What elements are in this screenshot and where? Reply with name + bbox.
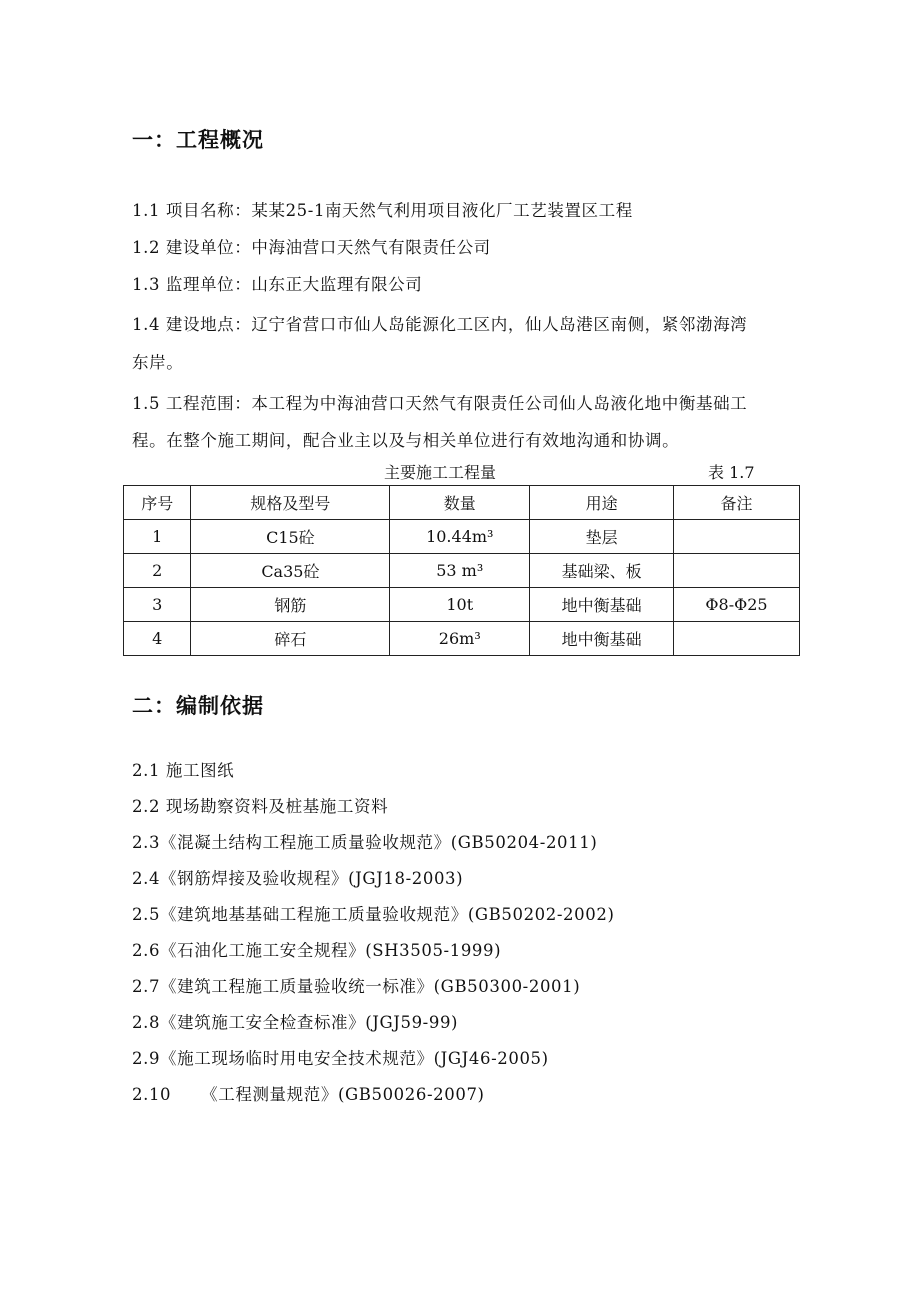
basis-item-last	[132, 1081, 485, 1105]
basis-item-last-number: 2.10	[132, 1085, 172, 1104]
cell-quantity: 26m³	[390, 622, 530, 656]
basis-item: 2.4《钢筋焊接及验收规程》(JGJ18-2003)	[132, 869, 464, 888]
cell-index: 4	[124, 622, 191, 656]
cell-purpose: 地中衡基础	[530, 588, 674, 622]
location-line: 1.4 建设地点：辽宁省营口市仙人岛能源化工区内，仙人岛港区南侧，紧邻渤海湾	[132, 315, 748, 334]
header-quantity: 数量	[390, 486, 530, 520]
cell-index: 2	[124, 554, 191, 588]
basis-item: 2.1 施工图纸	[132, 761, 235, 780]
location-line-continued: 东岸。	[132, 353, 184, 372]
scope-line-continued: 程。在整个施工期间，配合业主以及与相关单位进行有效地沟通和协调。	[132, 431, 680, 450]
cell-remark: Φ8-Φ25	[674, 588, 800, 622]
table-row	[124, 554, 800, 588]
section-1-title: 一：工程概况	[132, 128, 264, 152]
header-remark: 备注	[674, 486, 800, 520]
header-index: 序号	[124, 486, 191, 520]
table-header-row	[124, 486, 800, 520]
section-2-title: 二：编制依据	[132, 694, 264, 718]
supervisor-line: 1.3 监理单位：山东正大监理有限公司	[132, 275, 423, 294]
scope-line: 1.5 工程范围：本工程为中海油营口天然气有限责任公司仙人岛液化地中衡基础工	[132, 394, 748, 413]
basis-item: 2.5《建筑地基基础工程施工质量验收规范》(GB50202-2002)	[132, 905, 615, 924]
basis-item: 2.9《施工现场临时用电安全技术规范》(JGJ46-2005)	[132, 1049, 549, 1068]
cell-remark	[674, 622, 800, 656]
basis-item: 2.2 现场勘察资料及桩基施工资料	[132, 797, 389, 816]
basis-item-last-text: 《工程测量规范》(GB50026-2007)	[201, 1085, 485, 1104]
cell-quantity: 53 m³	[390, 554, 530, 588]
basis-item: 2.3《混凝土结构工程施工质量验收规范》(GB50204-2011)	[132, 833, 598, 852]
client-line: 1.2 建设单位：中海油营口天然气有限责任公司	[132, 238, 491, 257]
quantities-table	[123, 485, 800, 656]
header-purpose: 用途	[530, 486, 674, 520]
cell-quantity: 10t	[390, 588, 530, 622]
header-spec: 规格及型号	[191, 486, 390, 520]
cell-purpose: 基础梁、板	[530, 554, 674, 588]
cell-spec: 钢筋	[191, 588, 390, 622]
basis-item: 2.8《建筑施工安全检查标准》(JGJ59-99)	[132, 1013, 459, 1032]
basis-item: 2.6《石油化工施工安全规程》(SH3505-1999)	[132, 941, 502, 960]
table-row	[124, 520, 800, 554]
cell-index: 1	[124, 520, 191, 554]
cell-spec: 碎石	[191, 622, 390, 656]
cell-purpose: 垫层	[530, 520, 674, 554]
basis-item: 2.7《建筑工程施工质量验收统一标准》(GB50300-2001)	[132, 977, 581, 996]
cell-spec: Ca35砼	[191, 554, 390, 588]
project-name-line: 1.1 项目名称：某某25-1南天然气利用项目液化厂工艺装置区工程	[132, 201, 633, 220]
table-row	[124, 588, 800, 622]
cell-remark	[674, 554, 800, 588]
table-number: 表 1.7	[708, 463, 755, 482]
cell-quantity: 10.44m³	[390, 520, 530, 554]
cell-remark	[674, 520, 800, 554]
cell-spec: C15砼	[191, 520, 390, 554]
table-caption: 主要施工工程量	[384, 463, 497, 482]
table-row	[124, 622, 800, 656]
cell-index: 3	[124, 588, 191, 622]
cell-purpose: 地中衡基础	[530, 622, 674, 656]
